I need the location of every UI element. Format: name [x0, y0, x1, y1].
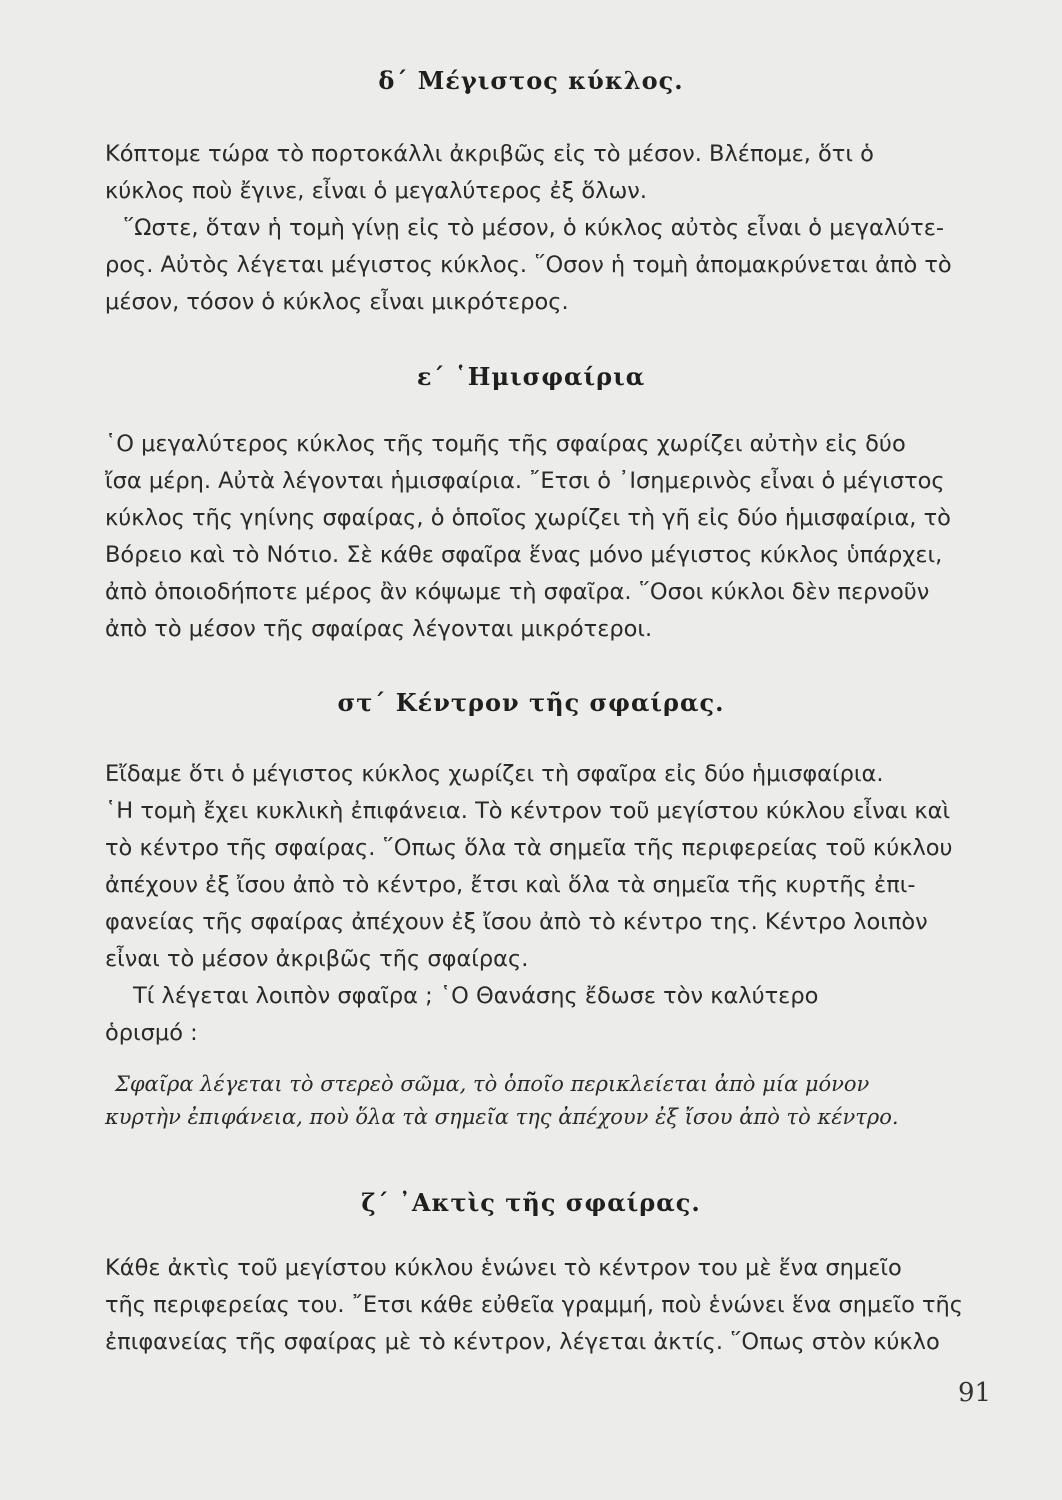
text-line: μέσον, τόσον ὁ κύκλος εἶναι μικρότερος. [105, 289, 569, 315]
text-line: Κάθε ἀκτὶς τοῦ μεγίστου κύκλου ἑνώνει τὸ κέντρον του μὲ ἕνα σημεῖο [105, 1255, 902, 1281]
text-line: ἀπέχουν ἐξ ἴσου ἀπὸ τὸ κέντρο, ἔτσι καὶ ὅλα τὰ σημεῖα τῆς κυρτῆς ἐπι- [105, 872, 916, 898]
text-line: ῾Η τομὴ ἔχει κυκλικὴ ἐπιφάνεια. Τὸ κέντρον τοῦ μεγίστου κύκλου εἶναι καὶ [105, 798, 951, 824]
text-line: ἀπὸ τὸ μέσον τῆς σφαίρας λέγονται μικρότεροι. [105, 616, 653, 642]
text-line: φανείας τῆς σφαίρας ἀπέχουν ἐξ ἴσου ἀπὸ τὸ κέντρο της. Κέντρο λοιπὸν [105, 909, 928, 935]
text-line: Εἴδαμε ὅτι ὁ μέγιστος κύκλος χωρίζει τὴ σφαῖρα εἰς δύο ἡμισφαίρια. [105, 761, 884, 787]
text-line: Βόρειο καὶ τὸ Νότιο. Σὲ κάθε σφαῖρα ἕνας μόνο μέγιστος κύκλος ὑπάρχει, [105, 542, 943, 568]
text-line: ρος. Αὐτὸς λέγεται μέγιστος κύκλος. ῞Οσον ἡ τομὴ ἀπομακρύνεται ἀπὸ τὸ [105, 252, 952, 278]
text-line: ῞Ωστε, ὅταν ἡ τομὴ γίνῃ εἰς τὸ μέσον, ὁ κύκλος αὐτὸς εἶναι ὁ μεγαλύτε- [123, 215, 944, 241]
text-line: ῾Ο μεγαλύτερος κύκλος τῆς τομῆς τῆς σφαίρας χωρίζει αὐτὴν εἰς δύο [105, 431, 906, 457]
text-line: ὁρισμό : [105, 1020, 198, 1046]
section-heading-megistos-kyklos: δ΄ Μέγιστος κύκλος. [378, 66, 684, 95]
text-line: κύκλος τῆς γηίνης σφαίρας, ὁ ὁποῖος χωρίζει τὴ γῆ εἰς δύο ἡμισφαίρια, τὸ [105, 505, 951, 531]
text-line: τὸ κέντρο τῆς σφαίρας. ῞Οπως ὅλα τὰ σημεῖα τῆς περιφερείας τοῦ κύκλου [105, 835, 953, 861]
paragraph-hemispheres [105, 426, 993, 648]
paragraph-center [105, 756, 993, 1052]
definition-line: Σφαῖρα λέγεται τὸ στερεὸ σῶμα, τὸ ὁποῖο περικλείεται ἀπὸ μία μόνον [115, 1072, 870, 1096]
text-line: εἶναι τὸ μέσον ἀκριβῶς τῆς σφαίρας. [105, 946, 529, 972]
text-line: ἀπὸ ὁποιοδήποτε μέρος ἂν κόψωμε τὴ σφαῖρα. ῞Οσοι κύκλοι δὲν περνοῦν [105, 579, 930, 605]
text-line: ἐπιφανείας τῆς σφαίρας μὲ τὸ κέντρον, λέγεται ἀκτίς. ῞Οπως στὸν κύκλο [105, 1329, 940, 1355]
section-heading-center: στ΄ Κέντρον τῆς σφαίρας. [337, 688, 725, 717]
sphere-definition [105, 1068, 993, 1134]
text-line: Κόπτομε τώρα τὸ πορτοκάλλι ἀκριβῶς εἰς τὸ μέσον. Βλέπομε, ὅτι ὁ [105, 141, 874, 167]
text-line: κύκλος ποὺ ἔγινε, εἶναι ὁ μεγαλύτερος ἐξ ὅλων. [105, 178, 648, 204]
text-line: ἴσα μέρη. Αὐτὰ λέγονται ἡμισφαίρια. ῎Ετσι ὁ ᾿Ισημερινὸς εἶναι ὁ μέγιστος [105, 468, 945, 494]
text-line: Τί λέγεται λοιπὸν σφαῖρα ; ῾Ο Θανάσης ἔδωσε τὸν καλύτερο [133, 983, 819, 1009]
paragraph-megistos-kyklos [105, 136, 993, 321]
section-heading-radius: ζ΄ ᾿Ακτὶς τῆς σφαίρας. [361, 1188, 701, 1217]
section-heading-hemispheres: ε΄ ῾Ημισφαίρια [416, 362, 646, 391]
definition-line: κυρτὴν ἐπιφάνεια, ποὺ ὅλα τὰ σημεῖα της ἀπέχουν ἐξ ἴσου ἀπὸ τὸ κέντρο. [105, 1105, 899, 1129]
page-number: 91 [958, 1378, 992, 1408]
text-line: τῆς περιφερείας του. ῎Ετσι κάθε εὐθεῖα γραμμή, ποὺ ἑνώνει ἕνα σημεῖο τῆς [105, 1292, 963, 1318]
paragraph-radius [105, 1250, 993, 1361]
